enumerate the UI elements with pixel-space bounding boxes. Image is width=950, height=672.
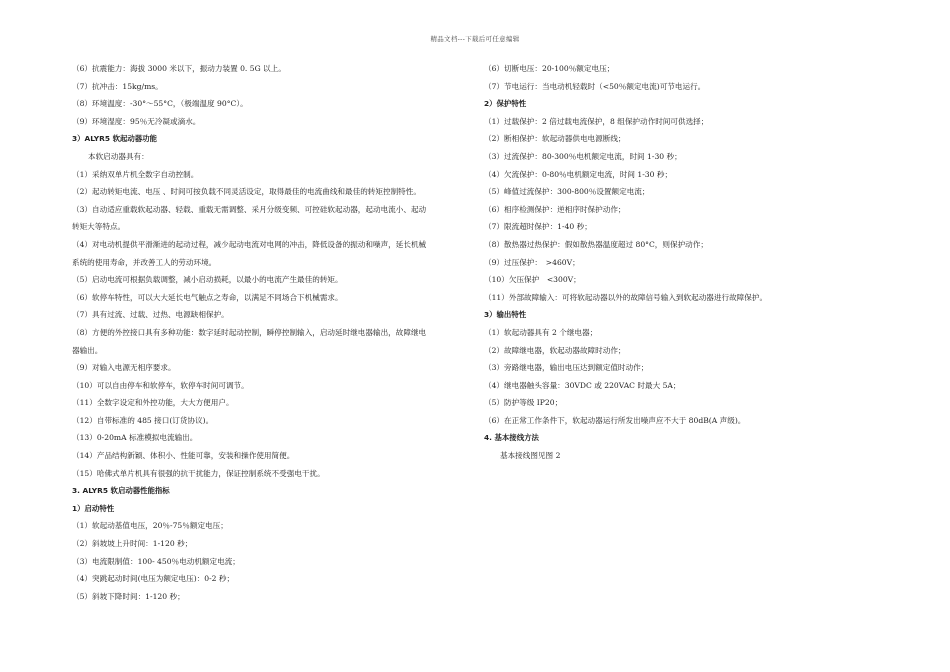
list-item: （6）软停车特性，可以大大延长电气触点之寿命，以满足不同场合下机械需求。	[72, 292, 343, 302]
list-item: （2）起动转矩电流、电压 、时间可按负载不同灵活设定，取得最佳的电流曲线和最佳的转矩控制特性。	[72, 187, 421, 197]
right-column	[484, 60, 884, 465]
list-item: （6）切断电压：20-100％额定电压；	[484, 64, 615, 73]
list-item: （3）旁路继电器，输出电压达到额定值时动作；	[484, 363, 649, 373]
list-item: （1）过载保护：2 倍过载电流保护，8 组保护动作时间可供选择；	[484, 116, 709, 126]
list-item: （1）软起动器具有 2 个继电器；	[484, 327, 598, 337]
section-heading: 3）ALYR5 软起动器功能	[72, 134, 157, 144]
paragraph-line: 本软启动器具有：	[88, 151, 149, 161]
list-item: （7）具有过流、过载、过热、电源缺相保护。	[72, 310, 229, 320]
list-item: （8）散热器过热保护：假如散热器温度超过 80°C，则保护动作；	[484, 239, 708, 249]
list-item: （2）故障继电器，软起动器故障时动作；	[484, 345, 626, 355]
list-item: （11）外部故障输入：可将软起动器以外的故障信号输入到软起动器进行故障保护。	[484, 292, 768, 302]
list-item: （9）对输入电源无相序要求。	[72, 363, 176, 373]
list-item: 转矩大等特点。	[72, 222, 126, 232]
list-item: （5）防护等级 IP20；	[484, 398, 563, 408]
list-item: （3）电流限制值：100- 450％电动机额定电流；	[72, 556, 240, 566]
page-header: 精品文档---下载后可任意编辑	[430, 35, 520, 43]
list-item: （8）环境温度：-30°～55°C，（极端温度 90°C）。	[72, 99, 248, 109]
list-item: （11）全数字设定和外控功能，大大方便用户。	[72, 398, 234, 408]
list-item: （5）峰值过流保护：300-800％设置额定电流；	[484, 187, 650, 197]
list-item: （5）斜坡下降时间：1-120 秒；	[72, 591, 185, 601]
section-heading: 3. ALYR5 软启动器性能指标	[72, 486, 170, 496]
list-item: （2）断相保护：软起动器供电电源断线；	[484, 134, 626, 144]
list-item: 系统的使用寿命，并改善工人的劳动环境。	[72, 257, 217, 267]
list-item: （13）0-20mA 标准模拟电流输出。	[72, 433, 198, 443]
list-item: （7）限流超时保护：1-40 秒；	[484, 222, 592, 232]
list-item: （3）自动适应重载软起动器、轻载、重载无需调整、采月分级变频、可控硅软起动器，起动电流小、起动	[72, 204, 427, 214]
list-item: （10）可以自由停车和软停车，软停车时间可调节。	[72, 380, 249, 390]
list-item: （1）软起动基值电压，20％-75％额定电压；	[72, 521, 228, 531]
list-item: （6）抗震能力：海拔 3000 米以下，振动力装置 0. 5G 以上。	[72, 64, 286, 73]
list-item: （2）斜坡坡上升时间：1-120 秒；	[72, 539, 193, 549]
section-heading: 4. 基本接线方法	[484, 433, 539, 443]
list-item: （4）继电器触头容量：30VDC 或 220VAC 时最大 5A；	[484, 380, 681, 390]
list-item: （7）抗冲击：15kg/ms。	[72, 81, 163, 91]
list-item: （1）采纳双单片机全数字自动控制。	[72, 169, 199, 179]
section-heading: 3）输出特性	[484, 310, 527, 320]
list-item: （14）产品结构新颖、体积小、性能可靠，安装和操作使用简便。	[72, 451, 295, 461]
list-item: （4）欠流保护：0-80％电机额定电流，时间 1-30 秒；	[484, 169, 673, 179]
list-item: 器输出。	[72, 345, 103, 355]
list-item: （15）哈佛式单片机具有很强的抗干扰能力，保证控制系统不受强电干扰。	[72, 468, 325, 478]
list-item: （3）过流保护：80-300％电机额定电流，时间 1-30 秒；	[484, 151, 682, 161]
list-item: （10）欠压保护 <300V；	[484, 275, 581, 285]
list-item: （6）相序检测保护：逆相序时保护动作；	[484, 204, 626, 214]
section-heading: 1）启动特性	[72, 503, 115, 513]
list-item: （5）启动电流可根据负载调整，减小启动损耗，以最小的电流产生最佳的转矩。	[72, 275, 343, 285]
list-item: （7）节电运行：当电动机轻载时（<50％额定电流)可节电运行。	[484, 81, 706, 91]
list-item: （4）对电动机提供平滑渐进的起动过程，减少起动电流对电网的冲击，降低设备的振动和噪声，延长机械	[72, 239, 427, 249]
left-column	[72, 60, 464, 605]
list-item: （9）过压保护： >460V；	[484, 257, 580, 267]
list-item: （8）方便的外控接口具有多种功能：数字延时起动控制，瞬停控制输入，启动延时继电器输出，故障继电	[72, 327, 427, 337]
list-item: （6）在正常工作条件下，软起动器运行所发出噪声应不大于 80dB(A 声级)。	[484, 415, 746, 425]
paragraph-line: 基本接线图见图 2	[500, 451, 561, 461]
list-item: （4）突跳起动时间(电压为额定电压)：0-2 秒；	[72, 574, 235, 584]
list-item: （12）自带标准的 485 接口(订货协议)。	[72, 415, 214, 425]
section-heading: 2）保护特性	[484, 99, 527, 109]
list-item: （9）环境湿度：95％无冷凝或滴水。	[72, 116, 201, 126]
